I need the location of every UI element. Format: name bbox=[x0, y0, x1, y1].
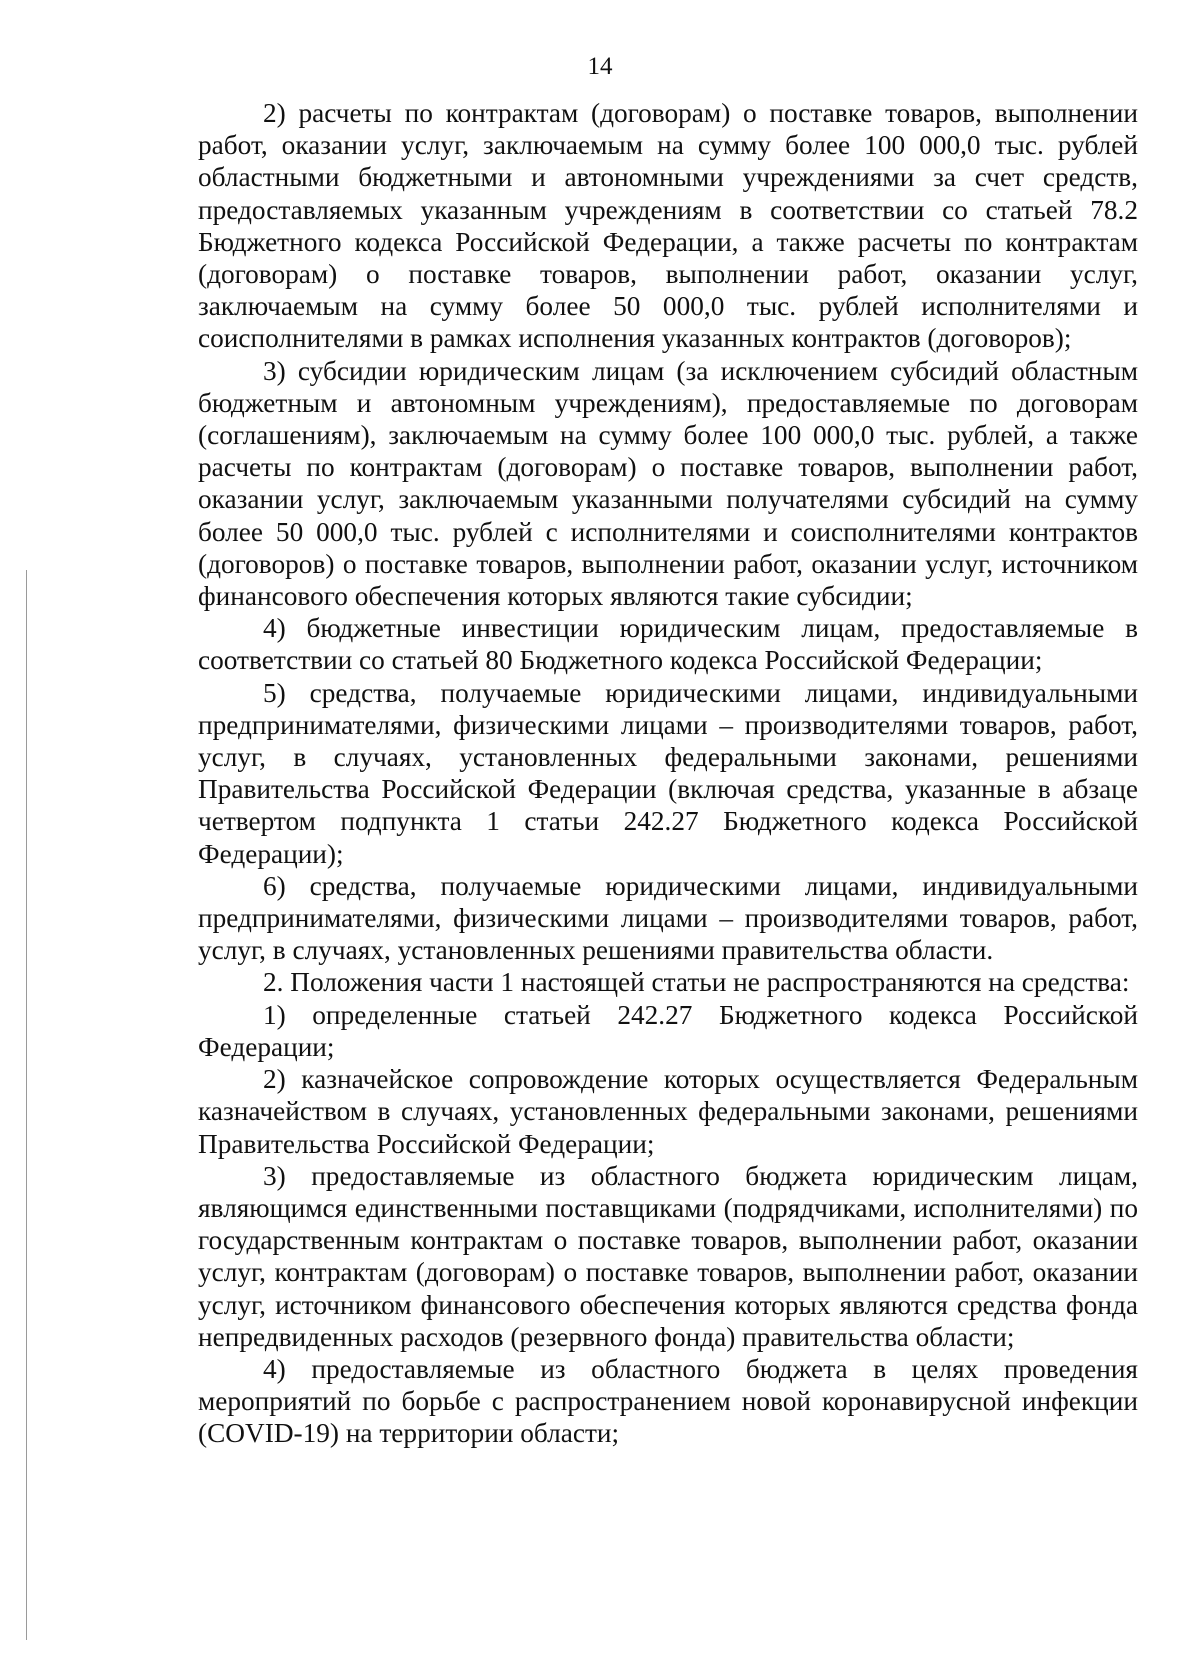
paragraph-item-3-subsidies: 3) субсидии юридическим лицам (за исключением субсидий областным бюджетным и автономным учреждениям), предоставляемые по договорам (соглашениям), заключаемым на сумму более 100 000,0 тыс. рублей, а также расчеты по контрактам (договорам) о поставке товаров, выполнении работ, оказании услуг, заключаемым указанными получателями субсидий на сумму более 50 000,0 тыс. рублей с исполнителями и соисполнителями контрактов (договоров) о поставке товаров, выполнении работ, оказании услуг, источником финансового обеспечения которых являются такие субсидии; bbox=[198, 355, 1138, 612]
document-body bbox=[198, 97, 1138, 1450]
paragraph-item-6-funds-regional: 6) средства, получаемые юридическими лицами, индивидуальными предпринимателями, физическими лицами – производителями товаров, работ, услуг, в случаях, установленных решениями правительства области. bbox=[198, 870, 1138, 966]
paragraph-item-5-funds-federal: 5) средства, получаемые юридическими лицами, индивидуальными предпринимателями, физическими лицами – производителями товаров, работ, услуг, в случаях, установленных федеральными законами, решениями Правительства Российской Федерации (включая средства, указанные в абзаце четвертом подпункта 1 статьи 242.27 Бюджетного кодекса Российской Федерации); bbox=[198, 677, 1138, 869]
paragraph-exception-1: 1) определенные статьей 242.27 Бюджетного кодекса Российской Федерации; bbox=[198, 999, 1138, 1062]
paragraph-part-2-heading: 2. Положения части 1 настоящей статьи не распространяются на средства: bbox=[263, 967, 1130, 998]
scan-margin-line bbox=[26, 570, 27, 1640]
paragraph-item-2-settlements: 2) расчеты по контрактам (договорам) о поставке товаров, выполнении работ, оказании услуг, заключаемым на сумму более 100 000,0 тыс. рублей областными бюджетными и автономными учреждениями за счет средств, предоставляемых указанным учреждениям в соответствии со статьей 78.2 Бюджетного кодекса Российской Федерации, а также расчеты по контрактам (договорам) о поставке товаров, выполнении работ, оказании услуг, заключаемым на сумму более 50 000,0 тыс. рублей исполнителями и соисполнителями в рамках исполнения указанных контрактов (договоров); bbox=[198, 98, 1138, 354]
paragraph-exception-3: 3) предоставляемые из областного бюджета юридическим лицам, являющимся единственными поставщиками (подрядчиками, исполнителями) по государственным контрактам о поставке товаров, выполнении работ, оказании услуг, контрактам (договорам) о поставке товаров, выполнении работ, оказании услуг, источником финансового обеспечения которых являются средства фонда непредвиденных расходов (резервного фонда) правительства области; bbox=[198, 1160, 1138, 1352]
paragraph-exception-2: 2) казначейское сопровождение которых осуществляется Федеральным казначейством в случаях, установленных федеральными законами, решениями Правительства Российской Федерации; bbox=[198, 1064, 1138, 1159]
paragraph-exception-4: 4) предоставляемые из областного бюджета в целях проведения мероприятий по борьбе с распространением новой коронавирусной инфекции (COVID-19) на территории области; bbox=[198, 1353, 1138, 1449]
page-number: 14 bbox=[587, 53, 613, 80]
paragraph-item-4-investments: 4) бюджетные инвестиции юридическим лицам, предоставляемые в соответствии со статьей 80 Бюджетного кодекса Российской Федерации; bbox=[198, 613, 1138, 676]
